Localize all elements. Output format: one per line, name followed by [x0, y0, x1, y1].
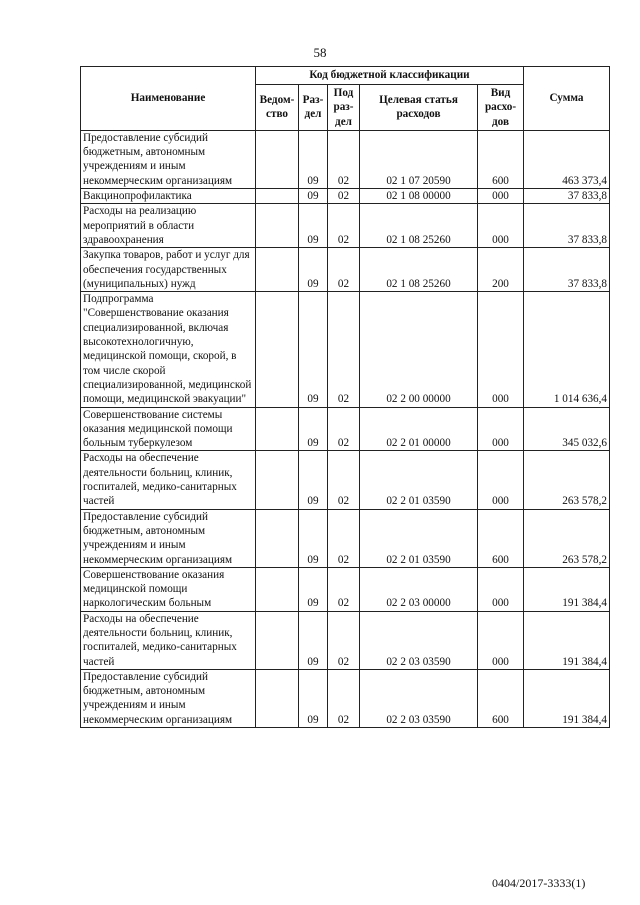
- row-razdel: 09: [299, 407, 328, 451]
- row-name: Расходы на реализацию мероприятий в области здравоохранения: [81, 204, 256, 248]
- header-name: Наименование: [81, 67, 256, 131]
- header-expense-type: Вид расхо-дов: [478, 85, 524, 131]
- row-target-article: 02 1 08 25260: [360, 248, 478, 292]
- row-target-article: 02 1 08 00000: [360, 189, 478, 204]
- row-podrazdel: 02: [328, 669, 360, 727]
- row-sum: 263 578,2: [524, 451, 610, 509]
- row-target-article: 02 2 03 03590: [360, 669, 478, 727]
- row-sum: 37 833,8: [524, 189, 610, 204]
- header-budget-code-group: Код бюджетной классификации: [256, 67, 524, 85]
- row-podrazdel: 02: [328, 509, 360, 567]
- row-sum: 191 384,4: [524, 567, 610, 611]
- table-row: [81, 248, 610, 292]
- header-target-article: Целевая статья расходов: [360, 85, 478, 131]
- table-row: [81, 509, 610, 567]
- row-name: Подпрограмма "Совершенствование оказания специализированной, включая высокотехнологичную, медицинской помощи, скорой, в том числе скорой специализированной, медицинской помощи, медицинской эвакуации": [81, 292, 256, 407]
- row-razdel: 09: [299, 130, 328, 188]
- table-row: [81, 130, 610, 188]
- table-row: [81, 292, 610, 407]
- header-vedomstvo: Ведом-ство: [256, 85, 299, 131]
- row-podrazdel: 02: [328, 451, 360, 509]
- row-expense-type: 000: [478, 292, 524, 407]
- row-name: Расходы на обеспечение деятельности больниц, клиник, госпиталей, медико-санитарных частей: [81, 451, 256, 509]
- row-sum: 37 833,8: [524, 248, 610, 292]
- row-razdel: 09: [299, 292, 328, 407]
- row-sum: 463 373,4: [524, 130, 610, 188]
- row-sum: 191 384,4: [524, 669, 610, 727]
- row-name: Предоставление субсидий бюджетным, автономным учреждениям и иным некоммерческим организациям: [81, 669, 256, 727]
- row-podrazdel: 02: [328, 204, 360, 248]
- row-name: Расходы на обеспечение деятельности больниц, клиник, госпиталей, медико-санитарных частей: [81, 611, 256, 669]
- row-expense-type: 000: [478, 451, 524, 509]
- row-name: Совершенствование оказания медицинской помощи наркологическим больным: [81, 567, 256, 611]
- row-razdel: 09: [299, 451, 328, 509]
- row-vedomstvo: [256, 407, 299, 451]
- row-razdel: 09: [299, 189, 328, 204]
- document-code: 0404/2017-3333(1): [492, 876, 586, 890]
- row-razdel: 09: [299, 669, 328, 727]
- row-razdel: 09: [299, 204, 328, 248]
- row-podrazdel: 02: [328, 407, 360, 451]
- row-name: Вакцинопрофилактика: [81, 189, 256, 204]
- row-name: Предоставление субсидий бюджетным, автономным учреждениям и иным некоммерческим организациям: [81, 130, 256, 188]
- row-vedomstvo: [256, 451, 299, 509]
- row-vedomstvo: [256, 130, 299, 188]
- row-podrazdel: 02: [328, 567, 360, 611]
- table-body: [81, 130, 610, 727]
- row-vedomstvo: [256, 204, 299, 248]
- row-target-article: 02 2 01 03590: [360, 509, 478, 567]
- row-razdel: 09: [299, 509, 328, 567]
- row-target-article: 02 1 07 20590: [360, 130, 478, 188]
- row-expense-type: 200: [478, 248, 524, 292]
- row-vedomstvo: [256, 248, 299, 292]
- row-sum: 1 014 636,4: [524, 292, 610, 407]
- table-row: [81, 451, 610, 509]
- row-expense-type: 000: [478, 204, 524, 248]
- row-sum: 263 578,2: [524, 509, 610, 567]
- row-expense-type: 000: [478, 567, 524, 611]
- row-vedomstvo: [256, 567, 299, 611]
- row-vedomstvo: [256, 611, 299, 669]
- row-target-article: 02 2 03 00000: [360, 567, 478, 611]
- header-razdel: Раз-дел: [299, 85, 328, 131]
- row-sum: 191 384,4: [524, 611, 610, 669]
- row-sum: 37 833,8: [524, 204, 610, 248]
- row-vedomstvo: [256, 189, 299, 204]
- budget-table: [80, 66, 610, 728]
- row-name: Совершенствование системы оказания медицинской помощи больным туберкулезом: [81, 407, 256, 451]
- row-expense-type: 600: [478, 509, 524, 567]
- table-row: [81, 611, 610, 669]
- row-podrazdel: 02: [328, 248, 360, 292]
- row-razdel: 09: [299, 567, 328, 611]
- row-vedomstvo: [256, 292, 299, 407]
- table-row: [81, 189, 610, 204]
- row-razdel: 09: [299, 248, 328, 292]
- header-podrazdel: Под раз-дел: [328, 85, 360, 131]
- page-number: 58: [313, 45, 327, 60]
- row-expense-type: 600: [478, 130, 524, 188]
- table-row: [81, 204, 610, 248]
- row-name: Предоставление субсидий бюджетным, автономным учреждениям и иным некоммерческим организациям: [81, 509, 256, 567]
- row-podrazdel: 02: [328, 130, 360, 188]
- row-expense-type: 600: [478, 669, 524, 727]
- row-razdel: 09: [299, 611, 328, 669]
- row-expense-type: 000: [478, 189, 524, 204]
- row-target-article: 02 2 00 00000: [360, 292, 478, 407]
- table-row: [81, 567, 610, 611]
- row-name: Закупка товаров, работ и услуг для обеспечения государственных (муниципальных) нужд: [81, 248, 256, 292]
- row-podrazdel: 02: [328, 189, 360, 204]
- header-sum: Сумма: [524, 67, 610, 131]
- row-target-article: 02 2 01 03590: [360, 451, 478, 509]
- table-row: [81, 407, 610, 451]
- table-header: [81, 67, 610, 131]
- row-expense-type: 000: [478, 407, 524, 451]
- row-vedomstvo: [256, 669, 299, 727]
- table-row: [81, 669, 610, 727]
- row-vedomstvo: [256, 509, 299, 567]
- row-podrazdel: 02: [328, 611, 360, 669]
- row-target-article: 02 1 08 25260: [360, 204, 478, 248]
- row-podrazdel: 02: [328, 292, 360, 407]
- row-expense-type: 000: [478, 611, 524, 669]
- row-target-article: 02 2 01 00000: [360, 407, 478, 451]
- row-sum: 345 032,6: [524, 407, 610, 451]
- row-target-article: 02 2 03 03590: [360, 611, 478, 669]
